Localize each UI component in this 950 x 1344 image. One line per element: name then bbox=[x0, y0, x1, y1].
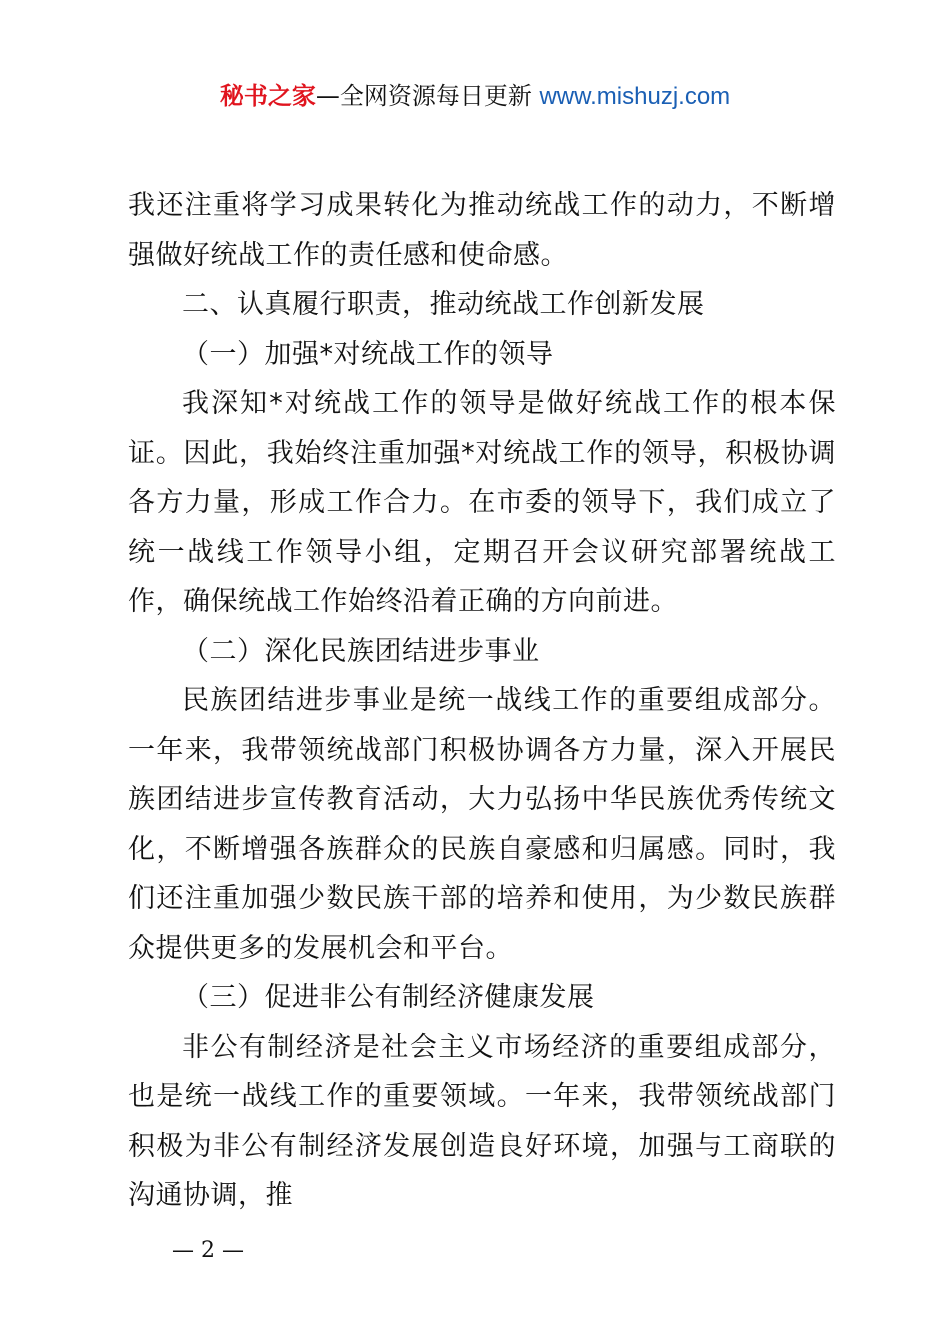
site-tagline: —全网资源每日更新 bbox=[315, 82, 532, 110]
site-header bbox=[0, 80, 950, 113]
subsection-heading: （三）促进非公有制经济健康发展 bbox=[182, 982, 595, 1013]
subsection-heading: （一）加强*对统战工作的领导 bbox=[182, 338, 554, 370]
subsection-heading: （二）深化民族团结进步事业 bbox=[182, 635, 540, 667]
site-url-link[interactable]: www.mishuzj.com bbox=[539, 83, 731, 110]
paragraph: 我还注重将学习成果转化为推动统战工作的动力，不断增强做好统战工作的责任感和使命感。 bbox=[128, 190, 836, 271]
paragraph: 我深知*对统战工作的领导是做好统战工作的根本保证。因此，我始终注重加强*对统战工作的领导，积极协调各方力量，形成工作合力。在市委的领导下，我们成立了统一战线工作领导小组，定期召开会议研究部署统战工作，确保统战工作始终沿着正确的方向前进。 bbox=[128, 388, 836, 617]
paragraph: 非公有制经济是社会主义市场经济的重要组成部分，也是统一战线工作的重要领域。一年来，我带领统战部门积极为非公有制经济发展创造良好环境，加强与工商联的沟通协调，推 bbox=[128, 1031, 836, 1211]
site-brand: 秘书之家 bbox=[219, 82, 316, 110]
document-body bbox=[128, 181, 836, 1221]
page-number: — 2 — bbox=[172, 1238, 244, 1263]
section-heading: 二、认真履行职责，推动统战工作创新发展 bbox=[182, 289, 705, 320]
paragraph: 民族团结进步事业是统一战线工作的重要组成部分。一年来，我带领统战部门积极协调各方力量，深入开展民族团结进步宣传教育活动，大力弘扬中华民族优秀传统文化，不断增强各族群众的民族自豪感和归属感。同时，我们还注重加强少数民族干部的培养和使用，为少数民族群众提供更多的发展机会和平台。 bbox=[128, 685, 836, 964]
